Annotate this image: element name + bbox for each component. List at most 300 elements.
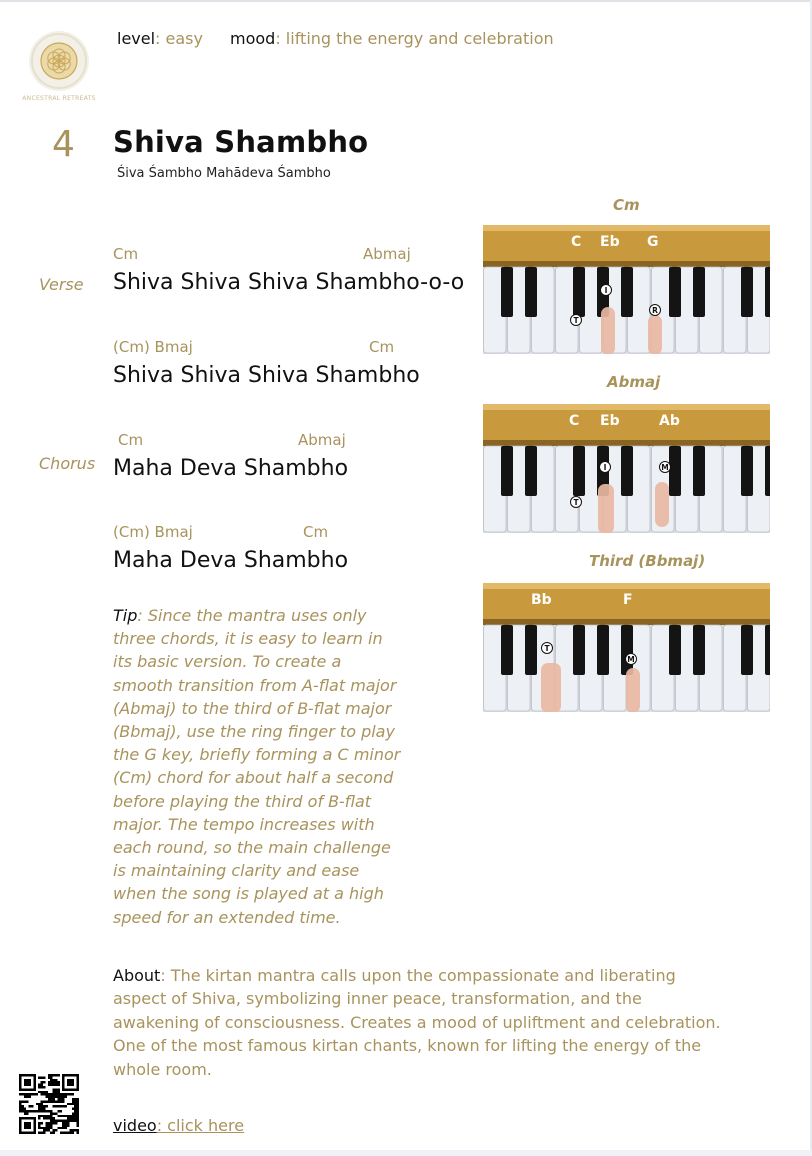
qr-module bbox=[45, 1110, 47, 1112]
qr-module bbox=[69, 1103, 71, 1105]
qr-module bbox=[48, 1096, 50, 1098]
qr-module bbox=[33, 1093, 35, 1095]
qr-module bbox=[41, 1110, 43, 1112]
qr-module bbox=[38, 1076, 40, 1078]
qr-module bbox=[62, 1098, 64, 1100]
qr-module bbox=[69, 1120, 71, 1122]
black-key bbox=[765, 625, 770, 675]
qr-module bbox=[41, 1108, 43, 1110]
qr-module bbox=[50, 1098, 52, 1100]
qr-module bbox=[45, 1115, 47, 1117]
qr-module bbox=[38, 1132, 40, 1134]
qr-module bbox=[43, 1091, 45, 1093]
qr-module bbox=[41, 1103, 43, 1105]
qr-module bbox=[41, 1127, 43, 1129]
qr-module bbox=[43, 1117, 45, 1119]
qr-module bbox=[43, 1081, 45, 1083]
qr-module bbox=[38, 1105, 40, 1107]
qr-module bbox=[65, 1096, 67, 1098]
qr-module bbox=[50, 1115, 52, 1117]
wood-highlight bbox=[483, 404, 770, 410]
black-key bbox=[525, 446, 537, 496]
qr-module bbox=[57, 1105, 59, 1107]
qr-module bbox=[57, 1093, 59, 1095]
qr-module bbox=[72, 1098, 74, 1100]
song-number: 4 bbox=[52, 124, 75, 165]
qr-module bbox=[19, 1108, 21, 1110]
qr-module bbox=[77, 1124, 79, 1126]
qr-module bbox=[43, 1108, 45, 1110]
qr-module bbox=[65, 1120, 67, 1122]
qr-module bbox=[72, 1132, 74, 1134]
finger-shape bbox=[655, 482, 669, 527]
qr-module bbox=[53, 1088, 55, 1090]
qr-module bbox=[55, 1091, 57, 1093]
qr-module bbox=[55, 1093, 57, 1095]
qr-module bbox=[53, 1074, 55, 1076]
qr-module bbox=[77, 1103, 79, 1105]
diagram-caption: Third (Bbmaj) bbox=[589, 552, 706, 570]
black-key bbox=[621, 446, 633, 496]
qr-module bbox=[57, 1115, 59, 1117]
qr-module bbox=[65, 1122, 67, 1124]
black-key bbox=[693, 625, 705, 675]
qr-module bbox=[53, 1122, 55, 1124]
qr-module bbox=[19, 1110, 21, 1112]
qr-module bbox=[41, 1091, 43, 1093]
level-label: level bbox=[117, 29, 156, 48]
note-label: Eb bbox=[600, 234, 620, 250]
chord-label: Abmaj bbox=[363, 245, 411, 263]
qr-module bbox=[48, 1093, 50, 1095]
qr-module bbox=[38, 1091, 40, 1093]
qr-module bbox=[72, 1093, 74, 1095]
qr-module bbox=[45, 1124, 47, 1126]
finger-marker-label: I bbox=[603, 462, 607, 472]
keyboard-diagram-bbmaj bbox=[483, 583, 770, 712]
chord-label: Cm bbox=[118, 431, 144, 449]
black-key bbox=[765, 446, 770, 496]
qr-module bbox=[43, 1076, 45, 1078]
qr-module bbox=[24, 1093, 26, 1095]
qr-module bbox=[24, 1112, 26, 1114]
qr-module bbox=[21, 1110, 23, 1112]
qr-module bbox=[60, 1127, 62, 1129]
qr-module bbox=[41, 1105, 43, 1107]
qr-module bbox=[65, 1127, 67, 1129]
qr-module bbox=[31, 1093, 33, 1095]
qr-module bbox=[31, 1105, 33, 1107]
qr-module bbox=[65, 1115, 67, 1117]
wood-shadow bbox=[483, 440, 770, 446]
qr-module bbox=[41, 1081, 43, 1083]
mood-value: : lifting the energy and celebration bbox=[275, 29, 554, 48]
qr-module bbox=[55, 1100, 57, 1102]
qr-module bbox=[69, 1115, 71, 1117]
tip-label: Tip bbox=[113, 606, 138, 625]
wood-panel bbox=[483, 404, 770, 446]
qr-module bbox=[69, 1132, 71, 1134]
qr-module bbox=[72, 1103, 74, 1105]
qr-module bbox=[48, 1098, 50, 1100]
qr-module bbox=[53, 1096, 55, 1098]
qr-module bbox=[53, 1100, 55, 1102]
qr-module bbox=[48, 1084, 50, 1086]
qr-module bbox=[43, 1100, 45, 1102]
qr-module bbox=[48, 1122, 50, 1124]
lyric-line: Maha Deva Shambho bbox=[113, 456, 349, 481]
qr-module bbox=[55, 1105, 57, 1107]
flower-of-life-logo bbox=[18, 28, 100, 104]
qr-module bbox=[69, 1117, 71, 1119]
qr-module bbox=[74, 1105, 76, 1107]
qr-module bbox=[45, 1129, 47, 1131]
qr-module bbox=[57, 1091, 59, 1093]
black-key bbox=[765, 267, 770, 317]
qr-module bbox=[62, 1132, 64, 1134]
qr-module bbox=[69, 1129, 71, 1131]
chord-label: Cm bbox=[113, 245, 139, 263]
qr-module bbox=[60, 1115, 62, 1117]
note-label: Eb bbox=[600, 413, 620, 429]
qr-module bbox=[24, 1110, 26, 1112]
qr-module bbox=[67, 1103, 69, 1105]
qr-module bbox=[48, 1129, 50, 1131]
black-key bbox=[741, 625, 753, 675]
finger-marker-label: I bbox=[604, 285, 608, 295]
qr-module bbox=[50, 1100, 52, 1102]
wood-highlight bbox=[483, 583, 770, 589]
qr-module bbox=[55, 1122, 57, 1124]
qr-module bbox=[62, 1105, 64, 1107]
tip-text: : Since the mantra uses only three chords, it is easy to learn in its basic version. To create a smooth transition from A-flat major (Abmaj) to the third of B-flat major (Bbmaj), use the ring finger to play the G key, briefly forming a C minor (Cm) chord for about half a second before playing the third of B-flat major. The tempo increases with each round, so the main challenge is maintaining clarity and ease when the song is played at a high speed for an extended time. bbox=[113, 606, 401, 927]
qr-module bbox=[50, 1122, 52, 1124]
logo-text: ANCESTRAL RETREATS bbox=[22, 95, 96, 102]
about-label: About bbox=[113, 966, 161, 985]
qr-module bbox=[67, 1122, 69, 1124]
qr-module bbox=[45, 1127, 47, 1129]
qr-module bbox=[67, 1132, 69, 1134]
qr-module bbox=[53, 1105, 55, 1107]
qr-module bbox=[53, 1117, 55, 1119]
qr-module bbox=[57, 1110, 59, 1112]
qr-module bbox=[38, 1103, 40, 1105]
qr-module bbox=[74, 1112, 76, 1114]
qr-module bbox=[65, 1132, 67, 1134]
qr-module bbox=[19, 1100, 21, 1102]
qr-module bbox=[74, 1110, 76, 1112]
wood-shadow bbox=[483, 619, 770, 625]
qr-module bbox=[48, 1110, 50, 1112]
qr-module bbox=[41, 1093, 43, 1095]
qr-module bbox=[55, 1088, 57, 1090]
finger-shape bbox=[648, 315, 662, 354]
diagram-caption: Cm bbox=[613, 196, 640, 214]
qr-module bbox=[36, 1093, 38, 1095]
qr-module bbox=[53, 1093, 55, 1095]
qr-code-image bbox=[19, 1074, 79, 1134]
qr-module bbox=[26, 1096, 28, 1098]
qr-module bbox=[50, 1110, 52, 1112]
qr-module bbox=[72, 1129, 74, 1131]
qr-module bbox=[74, 1115, 76, 1117]
black-key bbox=[525, 267, 537, 317]
black-key bbox=[621, 267, 633, 317]
qr-module bbox=[74, 1129, 76, 1131]
qr-module bbox=[53, 1132, 55, 1134]
qr-module bbox=[62, 1120, 64, 1122]
qr-module bbox=[60, 1098, 62, 1100]
qr-module bbox=[60, 1100, 62, 1102]
wood-highlight bbox=[483, 225, 770, 231]
qr-module bbox=[38, 1108, 40, 1110]
note-label: F bbox=[623, 592, 633, 608]
qr-module bbox=[41, 1122, 43, 1124]
song-subtitle: Śiva Śambho Mahādeva Śambho bbox=[117, 166, 331, 181]
qr-module bbox=[50, 1076, 52, 1078]
qr-module bbox=[77, 1117, 79, 1119]
tip-paragraph bbox=[113, 604, 403, 929]
qr-module bbox=[53, 1112, 55, 1114]
qr-module bbox=[53, 1079, 55, 1081]
qr-module bbox=[77, 1120, 79, 1122]
qr-module bbox=[50, 1084, 52, 1086]
qr-module bbox=[45, 1093, 47, 1095]
black-key bbox=[573, 625, 585, 675]
qr-module bbox=[55, 1074, 57, 1076]
song-title: Shiva Shambho bbox=[113, 125, 369, 159]
note-label: G bbox=[647, 234, 659, 250]
qr-module bbox=[77, 1100, 79, 1102]
black-key bbox=[501, 625, 513, 675]
qr-module bbox=[57, 1098, 59, 1100]
qr-module bbox=[26, 1112, 28, 1114]
black-key bbox=[693, 446, 705, 496]
keyboard-image bbox=[483, 225, 770, 354]
qr-module bbox=[72, 1100, 74, 1102]
qr-module bbox=[21, 1108, 23, 1110]
qr-module bbox=[60, 1110, 62, 1112]
qr-module bbox=[33, 1110, 35, 1112]
qr-module bbox=[62, 1115, 64, 1117]
wood-panel bbox=[483, 225, 770, 267]
qr-module bbox=[74, 1103, 76, 1105]
black-key bbox=[501, 267, 513, 317]
qr-module bbox=[50, 1079, 52, 1081]
qr-module bbox=[57, 1120, 59, 1122]
qr-module bbox=[50, 1124, 52, 1126]
wood-shadow bbox=[483, 261, 770, 267]
qr-module bbox=[41, 1084, 43, 1086]
qr-module bbox=[53, 1098, 55, 1100]
qr-module bbox=[29, 1096, 31, 1098]
note-label: C bbox=[571, 234, 582, 250]
qr-module bbox=[74, 1120, 76, 1122]
qr-module bbox=[50, 1096, 52, 1098]
qr-module bbox=[36, 1103, 38, 1105]
qr-module bbox=[53, 1120, 55, 1122]
finger-shape bbox=[598, 484, 614, 533]
qr-module bbox=[45, 1091, 47, 1093]
qr-module bbox=[67, 1120, 69, 1122]
qr-module bbox=[67, 1117, 69, 1119]
qr-module bbox=[74, 1100, 76, 1102]
section-label-verse: Verse bbox=[39, 275, 84, 294]
qr-module bbox=[48, 1117, 50, 1119]
qr-module bbox=[53, 1091, 55, 1093]
qr-module bbox=[65, 1124, 67, 1126]
black-key bbox=[573, 446, 585, 496]
finger-marker-label: T bbox=[573, 315, 579, 325]
qr-module bbox=[43, 1129, 45, 1131]
mood-label: mood bbox=[230, 29, 276, 48]
qr-module bbox=[43, 1086, 45, 1088]
qr-module bbox=[57, 1096, 59, 1098]
qr-module bbox=[55, 1084, 57, 1086]
keyboard-image bbox=[483, 404, 770, 533]
qr-module bbox=[29, 1110, 31, 1112]
level-value: : easy bbox=[155, 29, 203, 48]
chord-label: Cm bbox=[369, 338, 395, 356]
qr-module bbox=[57, 1084, 59, 1086]
qr-module bbox=[36, 1110, 38, 1112]
qr-module bbox=[55, 1112, 57, 1114]
qr-module bbox=[72, 1115, 74, 1117]
qr-module bbox=[48, 1124, 50, 1126]
black-key bbox=[669, 267, 681, 317]
qr-module bbox=[62, 1096, 64, 1098]
qr-module bbox=[60, 1105, 62, 1107]
qr-module bbox=[24, 1108, 26, 1110]
chord-label: Abmaj bbox=[298, 431, 346, 449]
qr-module bbox=[48, 1127, 50, 1129]
qr-module bbox=[55, 1096, 57, 1098]
qr-module bbox=[26, 1093, 28, 1095]
qr-module bbox=[53, 1129, 55, 1131]
qr-module bbox=[50, 1120, 52, 1122]
qr-module bbox=[77, 1098, 79, 1100]
qr-module bbox=[26, 1100, 28, 1102]
black-key bbox=[741, 267, 753, 317]
qr-module bbox=[57, 1100, 59, 1102]
qr-code[interactable] bbox=[19, 1074, 79, 1134]
qr-module bbox=[38, 1117, 40, 1119]
qr-module bbox=[77, 1112, 79, 1114]
qr-module bbox=[77, 1132, 79, 1134]
qr-module bbox=[43, 1115, 45, 1117]
qr-module bbox=[77, 1105, 79, 1107]
qr-module bbox=[48, 1081, 50, 1083]
qr-module bbox=[41, 1115, 43, 1117]
qr-module bbox=[67, 1124, 69, 1126]
finger-marker-label: M bbox=[661, 462, 669, 472]
chord-label: (Cm) Bmaj bbox=[113, 338, 193, 356]
finger-marker-label: T bbox=[544, 643, 550, 653]
qr-module bbox=[74, 1098, 76, 1100]
note-label: Bb bbox=[531, 592, 552, 608]
qr-module bbox=[38, 1127, 40, 1129]
qr-module bbox=[60, 1120, 62, 1122]
qr-module bbox=[74, 1117, 76, 1119]
qr-module bbox=[45, 1117, 47, 1119]
qr-module bbox=[60, 1093, 62, 1095]
black-key bbox=[669, 625, 681, 675]
qr-module bbox=[55, 1079, 57, 1081]
video-link[interactable]: : click here bbox=[156, 1116, 245, 1135]
qr-module bbox=[74, 1108, 76, 1110]
diagram-caption: Abmaj bbox=[607, 373, 661, 391]
black-key bbox=[597, 625, 609, 675]
finger-marker-label: T bbox=[573, 497, 579, 507]
qr-module bbox=[55, 1120, 57, 1122]
qr-module bbox=[50, 1127, 52, 1129]
qr-module bbox=[62, 1124, 64, 1126]
keyboard-diagram-cm bbox=[483, 225, 770, 354]
qr-module bbox=[24, 1096, 26, 1098]
keyboard-diagram-abmaj bbox=[483, 404, 770, 533]
qr-module bbox=[41, 1086, 43, 1088]
qr-module bbox=[50, 1093, 52, 1095]
qr-module bbox=[29, 1093, 31, 1095]
qr-module bbox=[65, 1093, 67, 1095]
qr-module bbox=[43, 1132, 45, 1134]
qr-module bbox=[77, 1122, 79, 1124]
chord-label: Cm bbox=[303, 523, 329, 541]
qr-module bbox=[57, 1081, 59, 1083]
qr-module bbox=[50, 1117, 52, 1119]
black-key bbox=[669, 446, 681, 496]
about-text: : The kirtan mantra calls upon the compassionate and liberating aspect of Shiva, symbolizing inner peace, transformation, and the awakening of consciousness. Creates a mood of upliftment and celebration. One of the most famous kirtan chants, known for lifting the energy of the whole room. bbox=[113, 966, 721, 1079]
qr-module bbox=[50, 1132, 52, 1134]
qr-module bbox=[69, 1093, 71, 1095]
qr-module bbox=[38, 1110, 40, 1112]
qr-module bbox=[57, 1127, 59, 1129]
qr-module bbox=[50, 1112, 52, 1114]
qr-module bbox=[55, 1129, 57, 1131]
finger-marker-label: M bbox=[627, 654, 635, 664]
qr-module bbox=[72, 1117, 74, 1119]
qr-module bbox=[62, 1122, 64, 1124]
qr-module bbox=[31, 1110, 33, 1112]
qr-module bbox=[19, 1093, 21, 1095]
top-border bbox=[0, 0, 812, 2]
qr-module bbox=[50, 1081, 52, 1083]
qr-module bbox=[21, 1093, 23, 1095]
qr-module bbox=[57, 1074, 59, 1076]
section-label-chorus: Chorus bbox=[39, 454, 96, 473]
qr-module bbox=[26, 1110, 28, 1112]
qr-module bbox=[24, 1100, 26, 1102]
qr-module bbox=[50, 1074, 52, 1076]
qr-module bbox=[19, 1103, 21, 1105]
finger-shape bbox=[601, 307, 615, 354]
finger-marker-label: R bbox=[652, 305, 658, 315]
qr-module bbox=[45, 1105, 47, 1107]
mood-meta bbox=[230, 29, 554, 48]
about-paragraph bbox=[113, 964, 723, 1081]
black-key bbox=[501, 446, 513, 496]
qr-module bbox=[62, 1093, 64, 1095]
qr-module bbox=[60, 1132, 62, 1134]
qr-module bbox=[19, 1105, 21, 1107]
qr-module bbox=[53, 1081, 55, 1083]
lyric-line: Shiva Shiva Shiva Shambho bbox=[113, 363, 420, 388]
qr-module bbox=[60, 1096, 62, 1098]
qr-module bbox=[41, 1132, 43, 1134]
qr-module bbox=[43, 1093, 45, 1095]
qr-module bbox=[43, 1105, 45, 1107]
qr-module bbox=[77, 1110, 79, 1112]
